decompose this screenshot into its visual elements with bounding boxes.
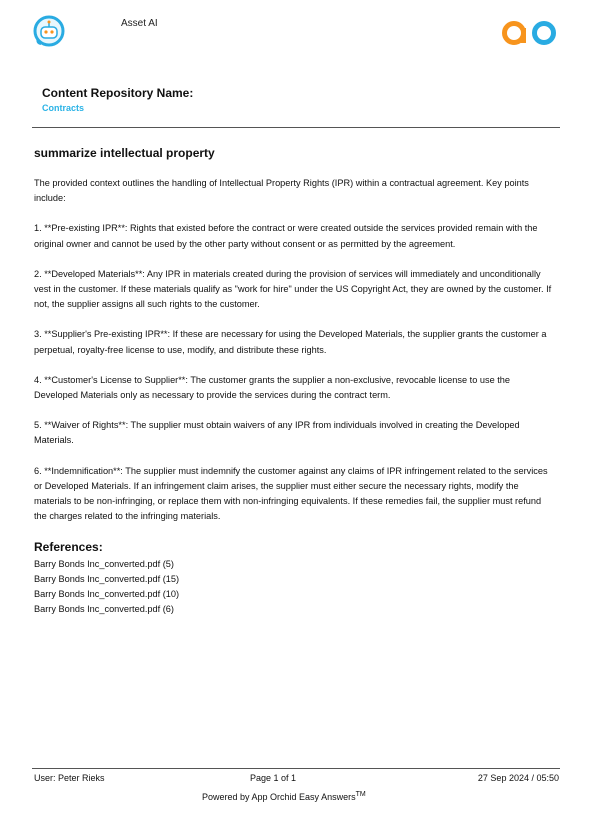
answer-paragraph: 2. **Developed Materials**: Any IPR in materials created during the provision of services will immediately and unconditionally vest in the customer. If these materials qualify as "work for hire" under the US Copyright Act, they are owned by the customer. If not, the supplier assigns all such rights to the customer. bbox=[34, 268, 552, 310]
robot-assistant-icon bbox=[32, 14, 66, 48]
footer-page-number: Page 1 of 1 bbox=[250, 773, 297, 783]
trademark: TM bbox=[355, 791, 366, 798]
reference-item: Barry Bonds Inc_converted.pdf (5) bbox=[34, 559, 174, 569]
powered-by bbox=[202, 791, 366, 802]
repository-label: Content Repository Name: bbox=[42, 86, 194, 100]
answer-paragraph: 5. **Waiver of Rights**: The supplier must obtain waivers of any IPR from individuals involved in creating the Developed Materials. bbox=[34, 420, 520, 446]
query-title: summarize intellectual property bbox=[34, 146, 215, 160]
footer-date: 27 Sep 2024 / 05:50 bbox=[477, 773, 559, 783]
answer-paragraph: 1. **Pre-existing IPR**: Rights that existed before the contract or were created outside the services provided remain with the original owner and cannot be used by the other party without consent or as permitted by the agreement. bbox=[34, 223, 538, 249]
reference-item: Barry Bonds Inc_converted.pdf (6) bbox=[34, 604, 174, 614]
reference-item: Barry Bonds Inc_converted.pdf (10) bbox=[34, 589, 180, 599]
answer-paragraph: 6. **Indemnification**: The supplier must indemnify the customer against any claims of IPR infringement related to the services or Developed Materials. If an infringement claim arises, the supplier must either secure the necessary rights, modify the materials to be non-infringing, or replace them with non-infringing equivalents. If these remedies fail, the supplier must refund the charges related to the infringing materials. bbox=[34, 465, 548, 522]
answer-body bbox=[34, 176, 556, 539]
answer-paragraph: 3. **Supplier's Pre-existing IPR**: If these are necessary for using the Developed Materials, the supplier grants the customer a perpetual, royalty-free license to use, modify, and distribute these rights. bbox=[34, 329, 547, 355]
powered-by-text: Powered by App Orchid Easy Answers bbox=[202, 792, 356, 802]
answer-paragraph: The provided context outlines the handling of Intellectual Property Rights (IPR) within a contractual agreement. Key points include: bbox=[34, 178, 529, 204]
footer-user: User: Peter Rieks bbox=[34, 773, 105, 783]
header-divider bbox=[32, 127, 560, 128]
references-list bbox=[34, 557, 179, 617]
app-orchid-logo bbox=[501, 20, 559, 46]
references-title: References: bbox=[34, 540, 103, 554]
answer-paragraph: 4. **Customer's License to Supplier**: The customer grants the supplier a non-exclusive, revocable license to use the Developed Materials only as necessary to provide the services during the contract term. bbox=[34, 374, 511, 401]
footer-divider bbox=[32, 768, 560, 769]
repository-name: Contracts bbox=[42, 103, 85, 113]
app-name: Asset AI bbox=[121, 18, 158, 29]
reference-item: Barry Bonds Inc_converted.pdf (15) bbox=[34, 574, 180, 584]
